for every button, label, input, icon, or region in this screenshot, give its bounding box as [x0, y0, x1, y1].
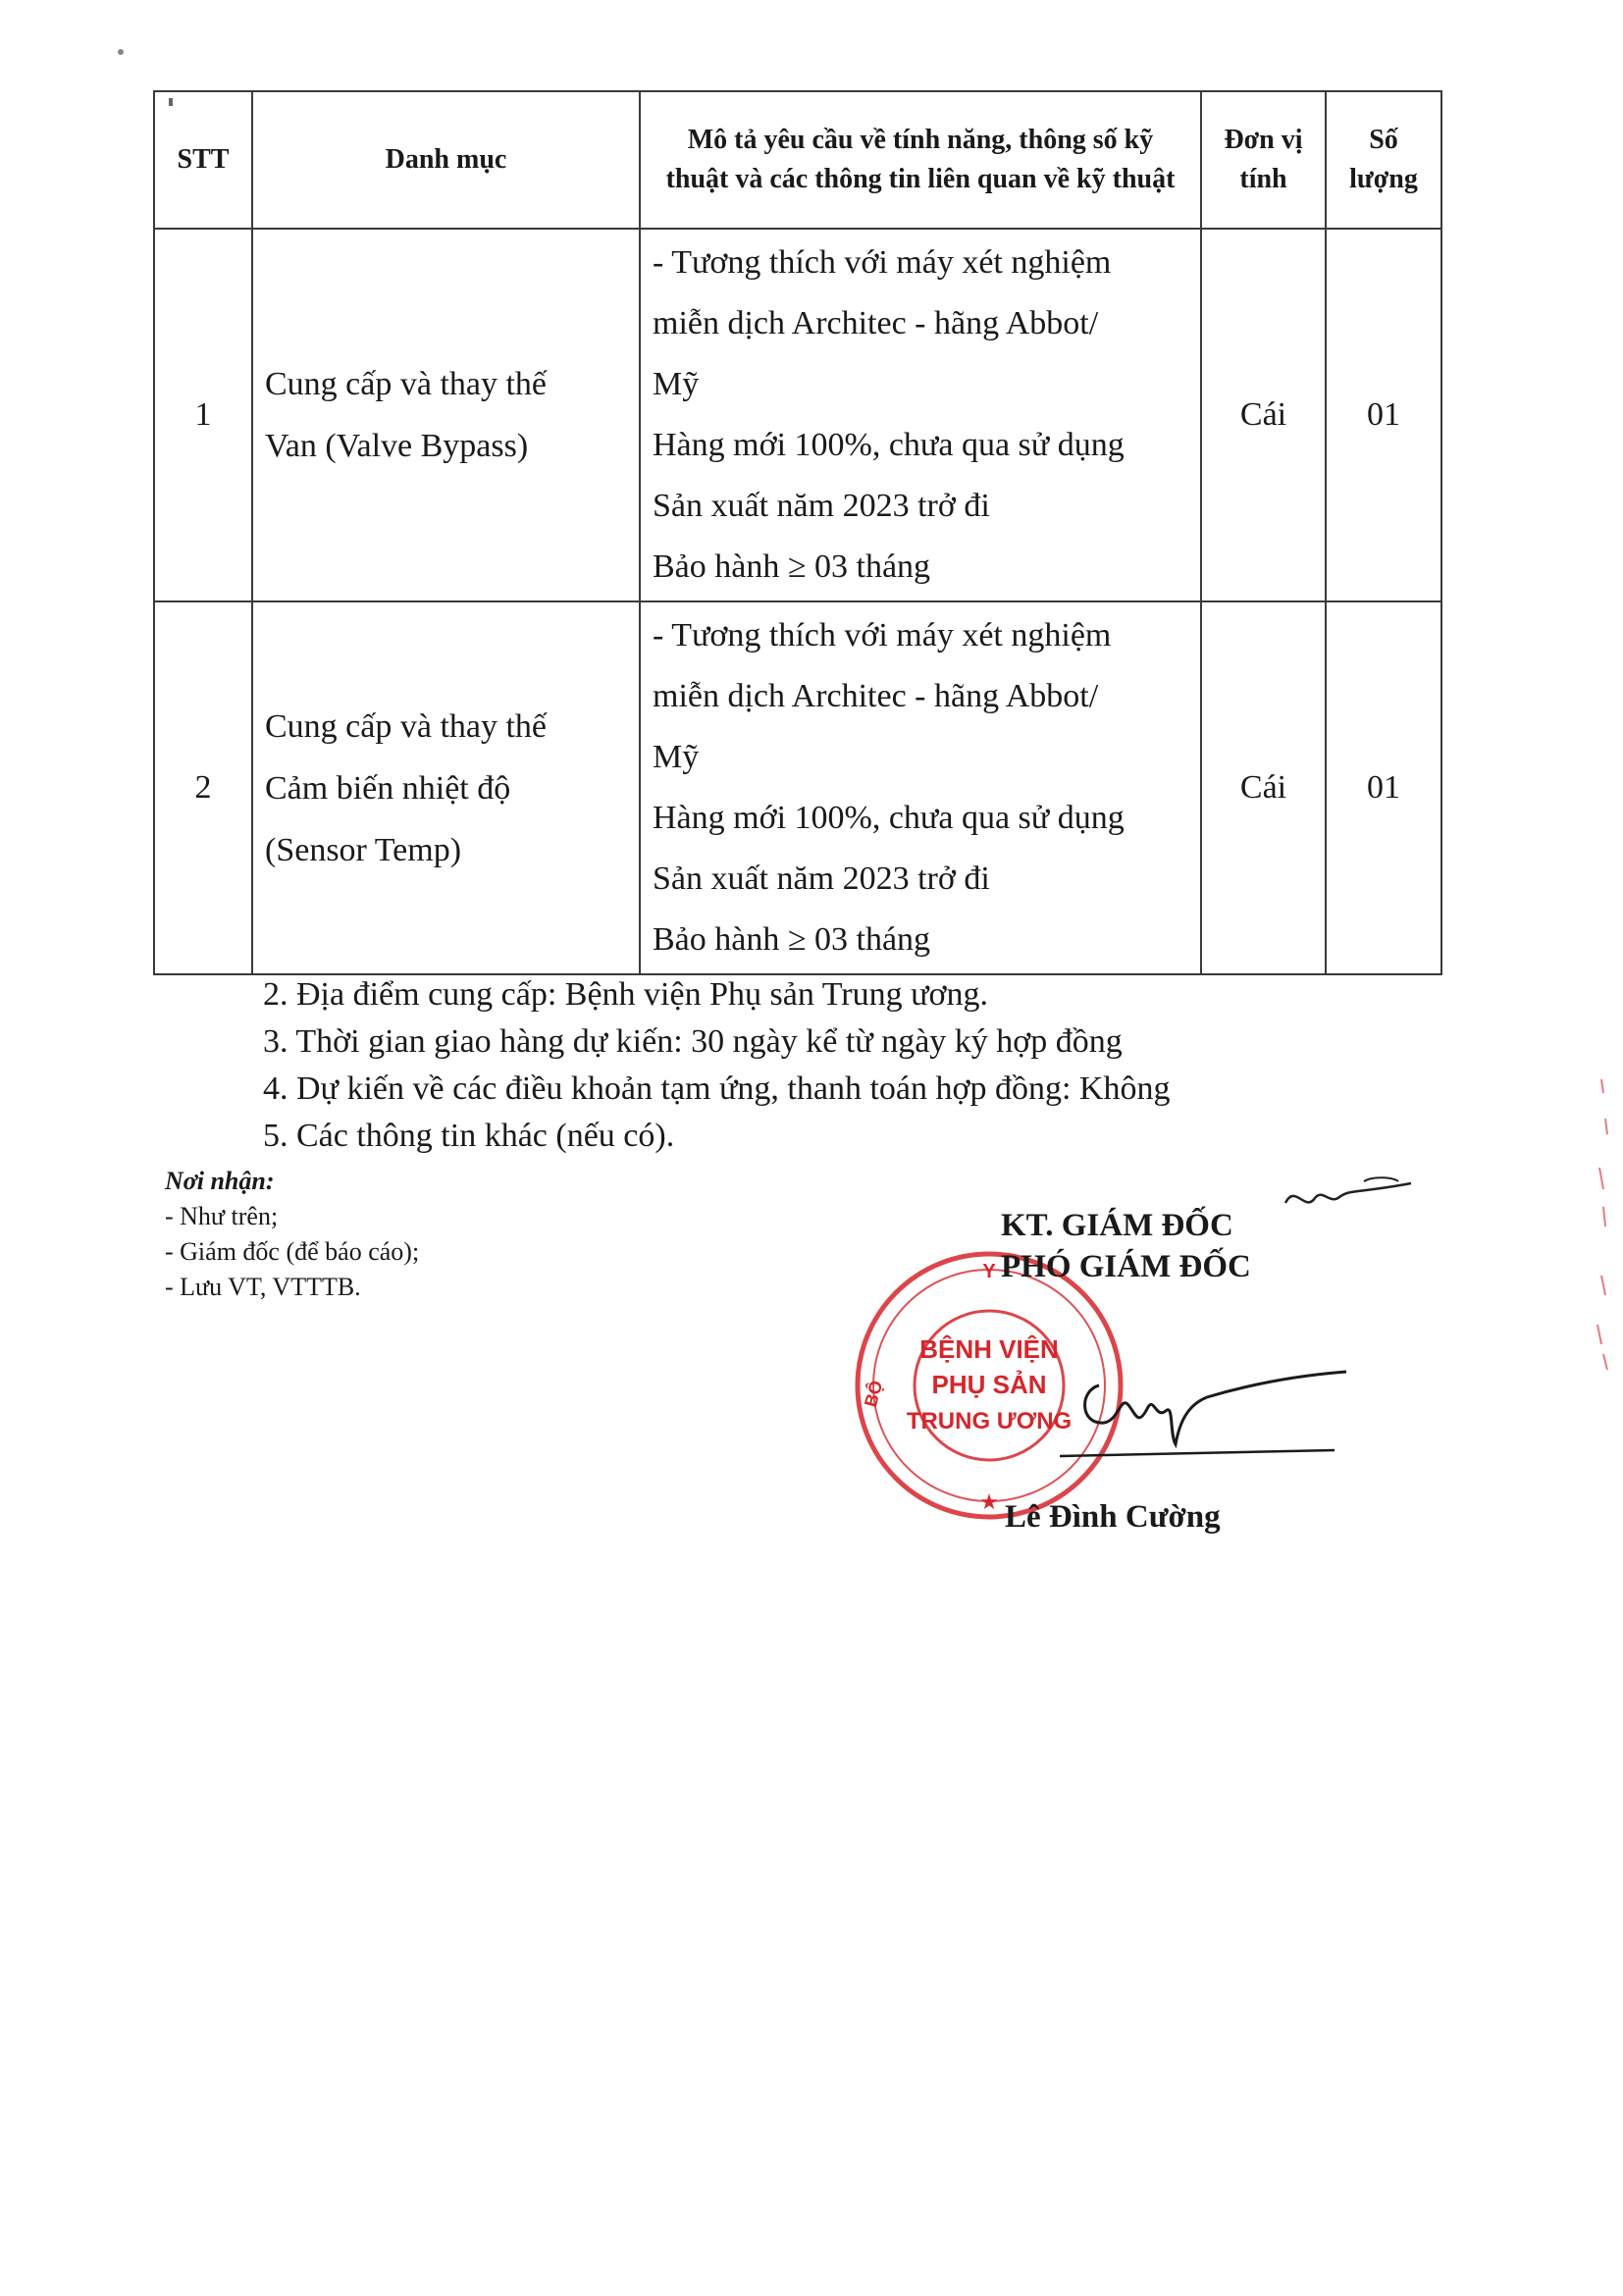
category-line: (Sensor Temp): [265, 831, 462, 868]
row-unit: Cái: [1201, 601, 1326, 974]
header-unit: Đơn vị tính: [1201, 91, 1326, 229]
signature-title-line1: KT. GIÁM ĐỐC: [1001, 1208, 1233, 1243]
stamp-left-text: BỘ: [861, 1378, 887, 1410]
row-description: [640, 229, 1201, 601]
table-row: [154, 601, 1441, 974]
description-line: - Tương thích với máy xét nghiệm: [653, 617, 1112, 653]
description-line: miễn dịch Architec - hãng Abbot/: [653, 305, 1099, 341]
category-line: Cảm biến nhiệt độ: [265, 769, 511, 807]
point-delivery-time: 3. Thời gian giao hàng dự kiến: 30 ngày kể từ ngày ký hợp đồng: [263, 1023, 1123, 1060]
recipient-line: - Như trên;: [165, 1202, 279, 1230]
description-line: Hàng mới 100%, chưa qua sử dụng: [653, 427, 1125, 463]
initial-flourish: [1276, 1174, 1413, 1223]
header-description: Mô tả yêu cầu về tính năng, thông số kỹ thuật và các thông tin liên quan về kỹ thuật: [640, 91, 1201, 229]
row-stt: 2: [154, 601, 252, 974]
row-unit: Cái: [1201, 229, 1326, 601]
category-line: Cung cấp và thay thế: [265, 366, 548, 402]
description-line: Bảo hành ≥ 03 tháng: [653, 548, 931, 585]
stamp-line-2: PHỤ SẢN: [931, 1370, 1047, 1399]
row-description: [640, 601, 1201, 974]
document-points: [263, 971, 1170, 1160]
category-line: Van (Valve Bypass): [265, 428, 529, 464]
handwritten-signature: [1060, 1346, 1354, 1464]
header-category: Danh mục: [252, 91, 640, 229]
signature-title: [1001, 1205, 1251, 1287]
table-row: [154, 229, 1441, 601]
description-line: Sản xuất năm 2023 trở đi: [653, 488, 990, 524]
stamp-line-3: TRUNG ƯƠNG: [906, 1408, 1073, 1435]
recipients-heading: Nơi nhận:: [165, 1167, 275, 1195]
recipients-block: [165, 1164, 419, 1305]
description-line: - Tương thích với máy xét nghiệm: [653, 244, 1112, 281]
description-line: Mỹ: [653, 366, 700, 402]
description-line: Bảo hành ≥ 03 tháng: [653, 921, 931, 958]
row-stt: 1: [154, 229, 252, 601]
description-line: Hàng mới 100%, chưa qua sử dụng: [653, 800, 1125, 836]
stamp-star-icon: ★: [979, 1489, 999, 1514]
stamp-line-1: BỆNH VIỆN: [919, 1334, 1059, 1364]
point-other-info: 5. Các thông tin khác (nếu có).: [263, 1118, 675, 1154]
point-delivery-location: 2. Địa điểm cung cấp: Bệnh viện Phụ sản Trung ương.: [263, 976, 989, 1013]
row-category: [252, 601, 640, 974]
recipient-line: - Giám đốc (để báo cáo);: [165, 1237, 420, 1266]
scan-edge-marks: [1582, 1079, 1611, 1374]
stamp-top-text: Y: [982, 1261, 996, 1282]
description-line: Sản xuất năm 2023 trở đi: [653, 861, 990, 897]
header-quantity: Số lượng: [1326, 91, 1441, 229]
specification-table: [153, 90, 1442, 975]
signature-title-line2: PHÓ GIÁM ĐỐC: [1001, 1249, 1251, 1284]
point-payment-terms: 4. Dự kiến về các điều khoản tạm ứng, thanh toán hợp đồng: Không: [263, 1070, 1171, 1107]
recipient-line: - Lưu VT, VTTTB.: [165, 1273, 361, 1301]
row-category: [252, 229, 640, 601]
category-line: Cung cấp và thay thế: [265, 707, 548, 745]
description-line: miễn dịch Architec - hãng Abbot/: [653, 678, 1099, 714]
row-quantity: 01: [1326, 229, 1441, 601]
header-stt: STT: [154, 91, 252, 229]
scan-speck: [118, 49, 124, 55]
row-quantity: 01: [1326, 601, 1441, 974]
description-line: Mỹ: [653, 739, 700, 775]
signer-name: Lê Đình Cường: [1005, 1499, 1221, 1535]
table-header-row: [154, 91, 1441, 229]
